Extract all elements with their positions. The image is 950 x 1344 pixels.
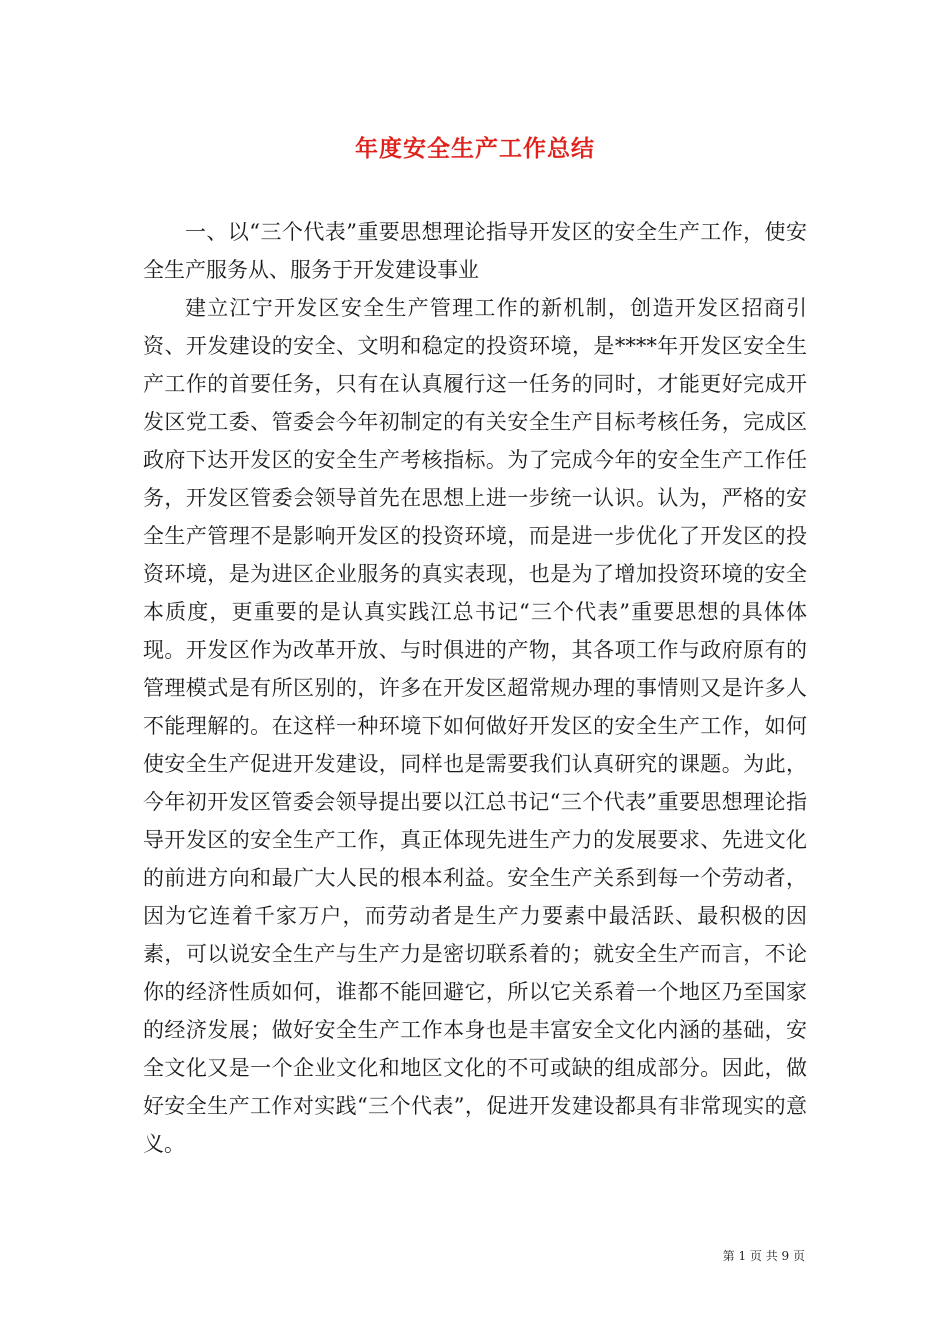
body-paragraph: 建立江宁开发区安全生产管理工作的新机制，创造开发区招商引资、开发建设的安全、文明和稳定的投资环境，是****年开发区安全生产工作的首要任务，只有在认真履行这一任务的同时，才能更好完成开发区党工委、管委会今年初制定的有关安全生产目标考核任务，完成区政府下达开发区的安全生产考核指标。为了完成今年的安全生产工作任务，开发区管委会领导首先在思想上进一步统一认识。认为，严格的安全生产管理不是影响开发区的投资环境，而是进一步优化了开发区的投资环境，是为进区企业服务的真实表现，也是为了增加投资环境的安全本质度，更重要的是认真实践江总书记“三个代表”重要思想的具体体现。开发区作为改革开放、与时俱进的产物，其各项工作与政府原有的管理模式是有所区别的，许多在开发区超常规办理的事情则又是许多人不能理解的。在这样一种环境下如何做好开发区的安全生产工作，如何使安全生产促进开发建设，同样也是需要我们认真研究的课题。为此，今年初开发区管委会领导提出要以江总书记“三个代表”重要思想理论指导开发区的安全生产工作，真正体现先进生产力的发展要求、先进文化的前进方向和最广大人民的根本利益。安全生产关系到每一个劳动者，因为它连着千家万户，而劳动者是生产力要素中最活跃、最积极的因素，可以说安全生产与生产力是密切联系着的；就安全生产而言，不论你的经济性质如何，谁都不能回避它，所以它关系着一个地区乃至国家的经济发展；做好安全生产工作本身也是丰富安全文化内涵的基础，安全文化又是一个企业文化和地区文化的不可或缺的组成部分。因此，做好安全生产工作对实践“三个代表”，促进开发建设都具有非常现实的意义。	[143, 296, 807, 1156]
document-body	[143, 213, 807, 1163]
section-heading-paragraph: 一、以“三个代表”重要思想理论指导开发区的安全生产工作，使安全生产服务从、服务于开发建设事业	[143, 220, 807, 282]
document-title: 年度安全生产工作总结	[355, 136, 595, 162]
page-number-footer: 第 1 页 共 9 页	[722, 1249, 805, 1263]
